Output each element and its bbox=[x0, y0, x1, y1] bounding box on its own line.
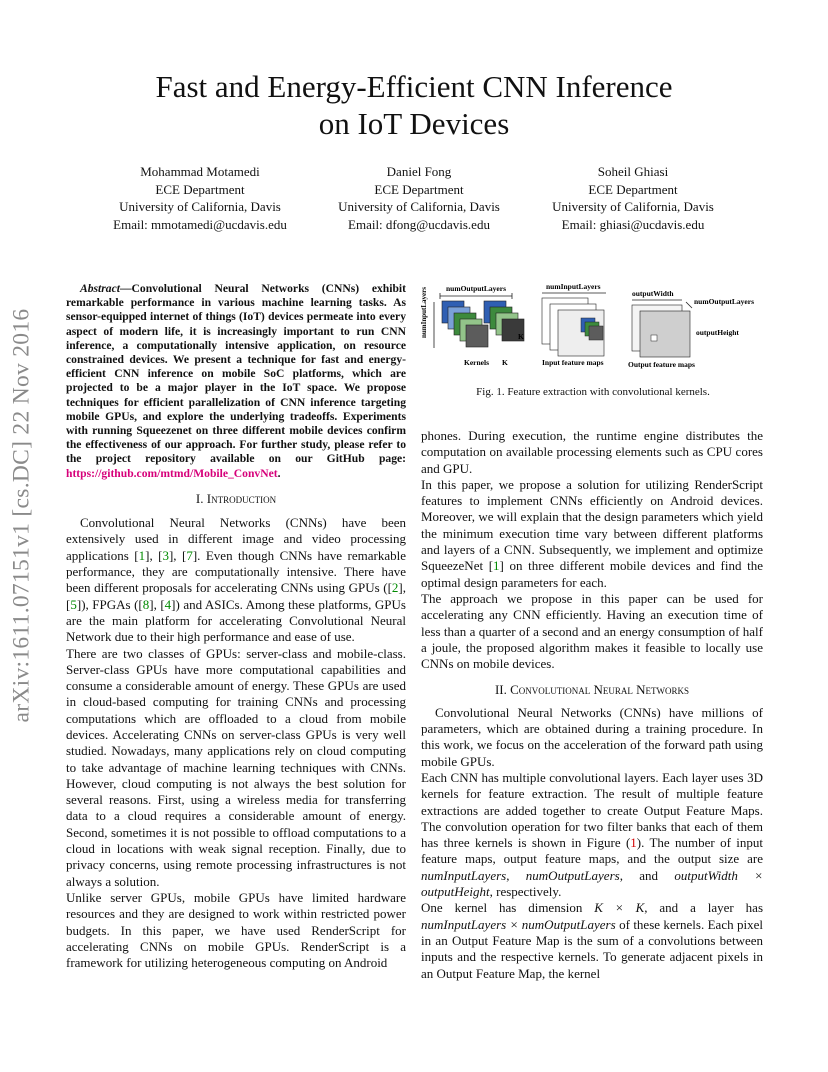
author-email: Email: ghiasi@ucdavis.edu bbox=[561, 216, 705, 232]
author-block-3 bbox=[518, 163, 748, 233]
right-paragraph-6: One kernel has dimension K × K, and a layer has numInputLayers × numOutputLayers of these kernels. Each pixel in an Output Feature Map is the sum of a convolutions between inputs and the respective kernels. To generate adjacent pixels in an Output Feature Map, the kernel bbox=[421, 900, 764, 981]
author-name: Mohammad Motamedi bbox=[140, 164, 260, 179]
author-univ: University of California, Davis bbox=[119, 199, 281, 214]
citation-link[interactable]: 3 bbox=[162, 547, 169, 563]
section-heading-introduction: I. Introduction bbox=[195, 490, 277, 506]
right-paragraph-3: The approach we propose in this paper can be used for accelerating any CNN efficiently. Having an execution time of less than a quarter of a second and an energy consumption of half a joule, the proposed algorithm makes it feasible to locally use CNNs on mobile devices. bbox=[421, 590, 763, 672]
right-paragraph-5: Each CNN has multiple convolutional layers. Each layer uses 3D kernels for feature extraction. The result of multiple feature extractions are added together to create Output Feature Maps. The convolution operation for two filter banks that each of them has three kernels is shown in Figure (1). The number of input feature maps, output feature maps, and the output size are numInputLayers, numOutputLayers, and outputWidth × outputHeight, respectively. bbox=[421, 769, 763, 900]
abstract: Abstract—Convolutional Neural Networks (CNNs) exhibit remarkable performance in various machine learning tasks. As sensor-equipped internet of things (IoT) devices permeate into every aspect of modern life, it is increasingly important to run CNN inference, a computationally intensive application, on resource constrained devices. We present a technique for fast and energy-efficient CNN inference on mobile SoC platforms, which are projected to be a major player in the IoT space. We propose techniques for efficient parallelization of CNN inference targeting mobile GPUs, and explore the underlying tradeoffs. Experiments with running Squeezenet on three different mobile devices confirm the effectiveness of our approach. For further study, please refer to the project repository available on our GitHub page: https://github.com/mtmd/Mobile_ConvNet. bbox=[66, 282, 406, 480]
citation-link[interactable]: 7 bbox=[186, 547, 193, 563]
author-name: Daniel Fong bbox=[386, 164, 452, 179]
output-feature-maps bbox=[632, 305, 690, 357]
title-line-1: Fast and Energy-Efficient CNN Inference bbox=[155, 69, 673, 104]
citation-link[interactable]: 8 bbox=[142, 596, 150, 612]
label-k-bottom: K bbox=[502, 358, 508, 367]
author-dept: ECE Department bbox=[155, 181, 245, 197]
label-num-input-layers: numInputLayers bbox=[546, 282, 601, 291]
paper-title bbox=[0, 68, 828, 142]
author-univ: University of California, Davis bbox=[552, 199, 714, 214]
label-num-input-layers-vertical: numInputLayers bbox=[420, 287, 428, 338]
label-input-feature-maps: Input feature maps bbox=[542, 358, 604, 367]
figure-1-diagram bbox=[420, 278, 770, 376]
author-email: Email: dfong@ucdavis.edu bbox=[348, 216, 490, 232]
label-num-output-layers-right: numOutputLayers bbox=[694, 297, 755, 306]
author-block-2 bbox=[304, 163, 534, 233]
label-output-feature-maps: Output feature maps bbox=[628, 360, 695, 369]
author-name: Soheil Ghiasi bbox=[597, 164, 669, 179]
intro-paragraph-2: There are two classes of GPUs: server-class and mobile-class. Server-class GPUs have more computational capabilities and consume a considerable amount of energy. These GPUs are used in cloud-based computing for training CNNs and processing computations which are offloaded to a cloud from mobile devices. Accelerating CNNs on server-class GPUs is very well studied. Nowadays, many applications rely on cloud computing to take advantage of machine learning techniques with CNNs. However, cloud computing is not always the best solution for several reasons. First, using a wireless media for transferring data to a cloud requires a considerable amount of energy. Second, sometimes it is not possible to offload computations to a cloud in locations with weak signal reception. Finally, due to privacy concerns, using remote processing infrastructures is not always a solution. bbox=[66, 645, 406, 889]
citation-link[interactable]: 5 bbox=[70, 596, 77, 612]
kernel-bank-1 bbox=[442, 301, 488, 347]
citation-link[interactable]: 2 bbox=[391, 580, 399, 596]
intro-paragraph-1: Convolutional Neural Networks (CNNs) have been extensively used in different image and video processing applications [1], [3], [7]. Even though CNNs have remarkable performance, they are computationally intensive. There have been different proposals for accelerating CNNs using GPUs ([2], [5]), FPGAs ([8], [4]) and ASICs. Among these platforms, GPUs are the main platform for accelerating Convolutional Neural Network due to their high performance and ease of use. bbox=[66, 515, 406, 645]
right-paragraph-1: phones. During execution, the runtime engine distributes the computation on available processing elements such as CPU cores and GPU. bbox=[421, 428, 763, 476]
figure-1-caption: Fig. 1. Feature extraction with convolutional kernels. bbox=[476, 386, 710, 398]
citation-link[interactable]: 1 bbox=[138, 547, 146, 563]
label-num-output-layers: numOutputLayers bbox=[446, 284, 507, 293]
abstract-text: —Convolutional Neural Networks (CNNs) exhibit remarkable performance in various machine learning tasks. As sensor-equipped internet of things (IoT) devices permeate into every aspect of modern life, it is increasingly important to run CNN inference, a computationally intensive application, on resource constrained devices. We present a technique for fast and energy-efficient CNN inference on mobile SoC platforms, which are projected to be a major player in the IoT space. We propose techniques for efficient parallelization of CNN inference targeting mobile GPUs, and explore the underlying tradeoffs. Experiments with running Squeezenet on three different mobile devices confirm the effectiveness of our approach. For further study, please refer to the project repository available on our GitHub page: bbox=[66, 282, 406, 466]
right-column bbox=[421, 428, 763, 982]
label-output-width: outputWidth bbox=[632, 289, 674, 298]
intro-paragraph-3: Unlike server GPUs, mobile GPUs have limited hardware resources and they are designed to work within restricted power budgets. In this paper, we have used RenderScript for accelerating CNNs on mobile GPUs. RenderScript is a framework for utilizing heterogeneous computing on Android bbox=[66, 889, 406, 971]
input-feature-maps bbox=[542, 298, 604, 356]
left-column bbox=[66, 282, 406, 971]
citation-link[interactable]: 1 bbox=[493, 558, 500, 574]
title-line-2: on IoT Devices bbox=[318, 106, 510, 141]
author-block-1 bbox=[85, 163, 315, 233]
author-dept: ECE Department bbox=[374, 181, 464, 197]
citation-link[interactable]: 4 bbox=[164, 596, 172, 612]
author-dept: ECE Department bbox=[588, 181, 678, 197]
figure-ref-link[interactable]: 1 bbox=[630, 835, 637, 851]
author-email: Email: mmotamedi@ucdavis.edu bbox=[113, 216, 287, 232]
right-paragraph-4: Convolutional Neural Networks (CNNs) have millions of parameters, which are obtained during a training procedure. In this work, we focus on the acceleration of the forward path using mobile GPUs. bbox=[421, 704, 763, 769]
label-k-side: K bbox=[518, 332, 524, 341]
label-kernels: Kernels bbox=[464, 358, 489, 367]
abstract-label: Abstract bbox=[80, 282, 120, 295]
label-output-height: outputHeight bbox=[696, 328, 739, 337]
section-heading-cnn: II. Convolutional Neural Networks bbox=[494, 682, 690, 698]
author-univ: University of California, Davis bbox=[338, 199, 500, 214]
github-link[interactable]: https://github.com/mtmd/Mobile_ConvNet bbox=[66, 466, 278, 480]
right-paragraph-2: In this paper, we propose a solution for utilizing RenderScript features to implement CNNs efficiently on Android devices. Moreover, we will explain that the design parameters which yield the minimum execution time vary between different platforms and layers of a CNN. Subsequently, we implement and optimize SqueezeNet [1] on three different mobile devices and find the optimal design parameters for each. bbox=[421, 476, 763, 590]
arxiv-stamp: arXiv:1611.07151v1 [cs.DC] 22 Nov 2016 bbox=[8, 308, 35, 723]
